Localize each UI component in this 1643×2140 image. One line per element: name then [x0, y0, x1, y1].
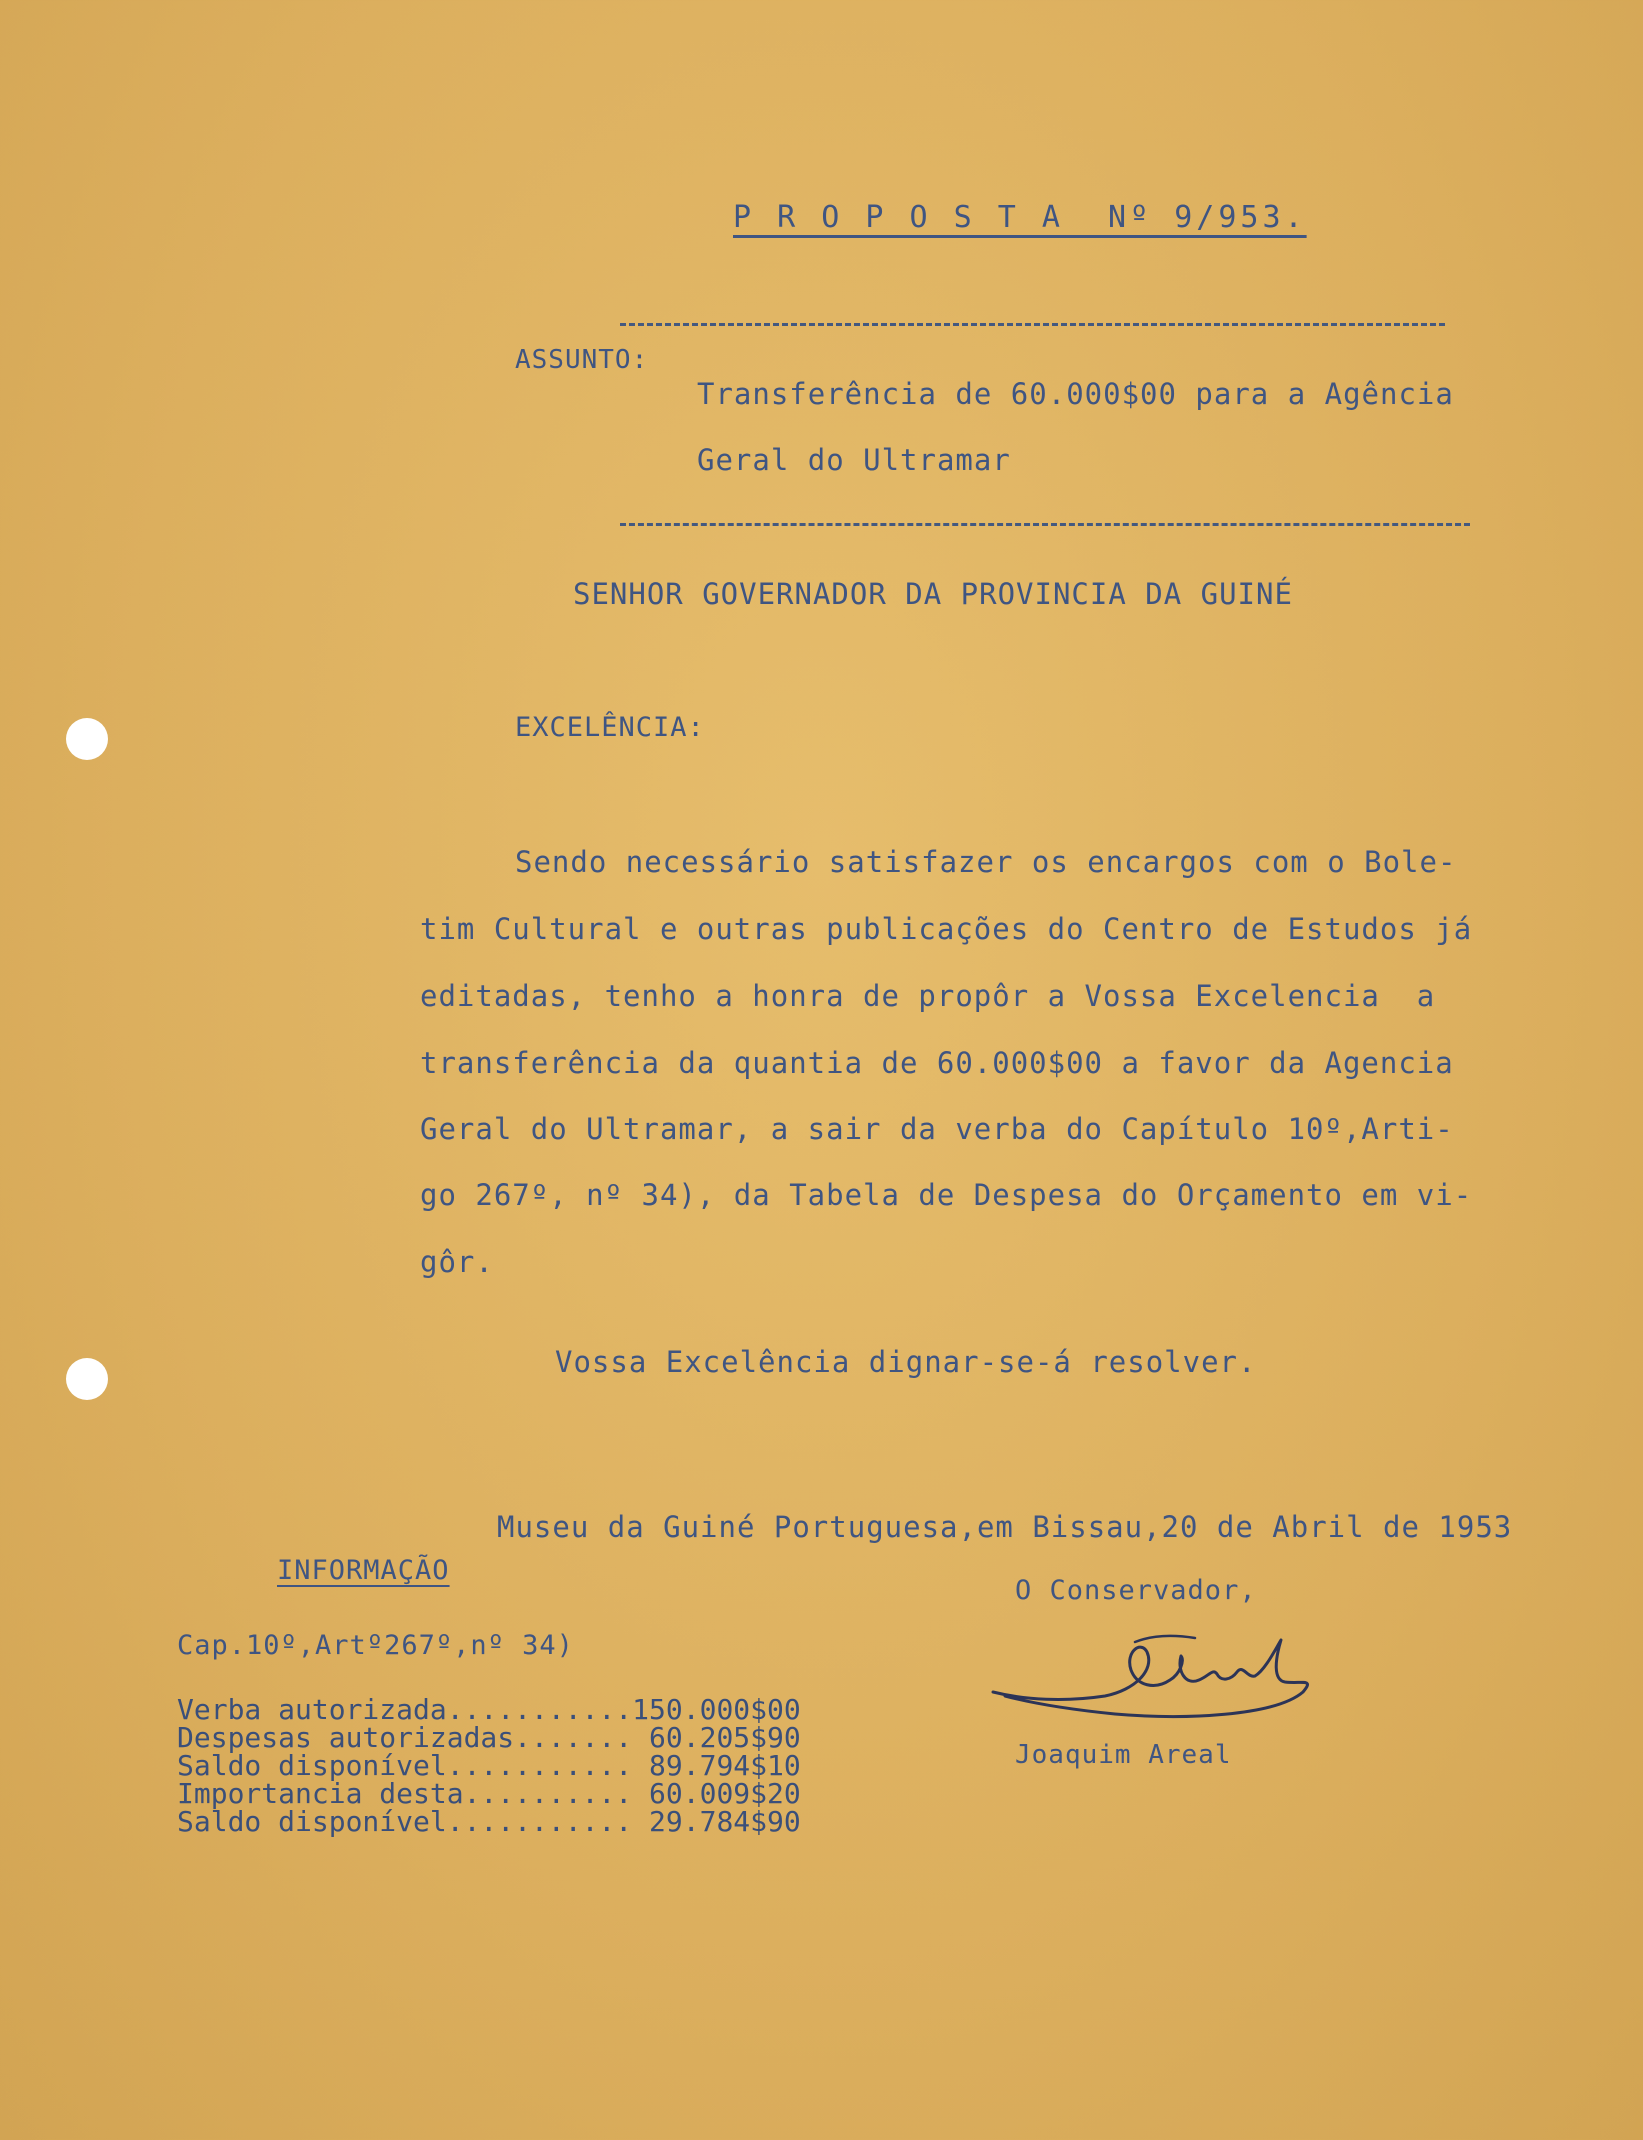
info-row-this-amount [177, 1777, 801, 1810]
info-row-label: Saldo disponível........... [177, 1749, 633, 1782]
body-line-6: go 267º, nº 34), da Tabela de Despesa do Orçamento em vi- [420, 1178, 1473, 1212]
info-row-authorized-budget [177, 1693, 801, 1726]
body-line-2: tim Cultural e outras publicações do Centro de Estudos já [420, 912, 1473, 946]
signatory-title: O Conservador, [1015, 1575, 1257, 1606]
info-row-available-balance [177, 1749, 801, 1782]
info-row-label: Verba autorizada........... [177, 1693, 633, 1726]
info-row-authorized-expenses [177, 1721, 801, 1754]
info-row-value: 89.794$10 [632, 1749, 801, 1782]
info-row-value: 60.205$90 [632, 1721, 801, 1754]
info-row-value: 60.009$20 [632, 1777, 801, 1810]
info-row-value: 150.000$00 [632, 1693, 801, 1726]
divider-bottom [620, 523, 1470, 526]
info-row-label: Despesas autorizadas....... [177, 1721, 633, 1754]
signatory-name: Joaquim Areal [1015, 1740, 1232, 1770]
body-line-1: Sendo necessário satisfazer os encargos com o Bole- [515, 845, 1457, 879]
info-row-label: Importancia desta.......... [177, 1777, 633, 1810]
punch-hole-top [66, 718, 108, 760]
info-row-label: Saldo disponível........... [177, 1805, 633, 1838]
body-line-3: editadas, tenho a honra de propôr a Vossa Excelencia a [420, 979, 1436, 1013]
place-date: Museu da Guiné Portuguesa,em Bissau,20 de Abril de 1953 [497, 1510, 1513, 1544]
information-title: INFORMAÇÃO [277, 1555, 450, 1586]
body-line-7: gôr. [420, 1245, 494, 1279]
punch-hole-bottom [66, 1358, 108, 1400]
info-row-remaining-balance [177, 1805, 801, 1838]
subject-label: ASSUNTO: [515, 345, 649, 375]
addressee: SENHOR GOVERNADOR DA PROVINCIA DA GUINÉ [573, 577, 1293, 611]
document-title: P R O P O S T A Nº 9/953. [733, 200, 1307, 235]
subject-line-1: Transferência de 60.000$00 para a Agência [697, 377, 1454, 411]
information-reference: Cap.10º,Artº267º,nº 34) [177, 1630, 574, 1661]
body-line-5: Geral do Ultramar, a sair da verba do Capítulo 10º,Arti- [420, 1112, 1454, 1146]
subject-line-2: Geral do Ultramar [697, 443, 1011, 477]
closing-line: Vossa Excelência dignar-se-á resolver. [555, 1345, 1257, 1379]
handwritten-signature [985, 1630, 1325, 1730]
divider-top [620, 323, 1445, 326]
body-line-4: transferência da quantia de 60.000$00 a favor da Agencia [420, 1046, 1454, 1080]
salutation: EXCELÊNCIA: [515, 712, 705, 743]
info-row-value: 29.784$90 [632, 1805, 801, 1838]
